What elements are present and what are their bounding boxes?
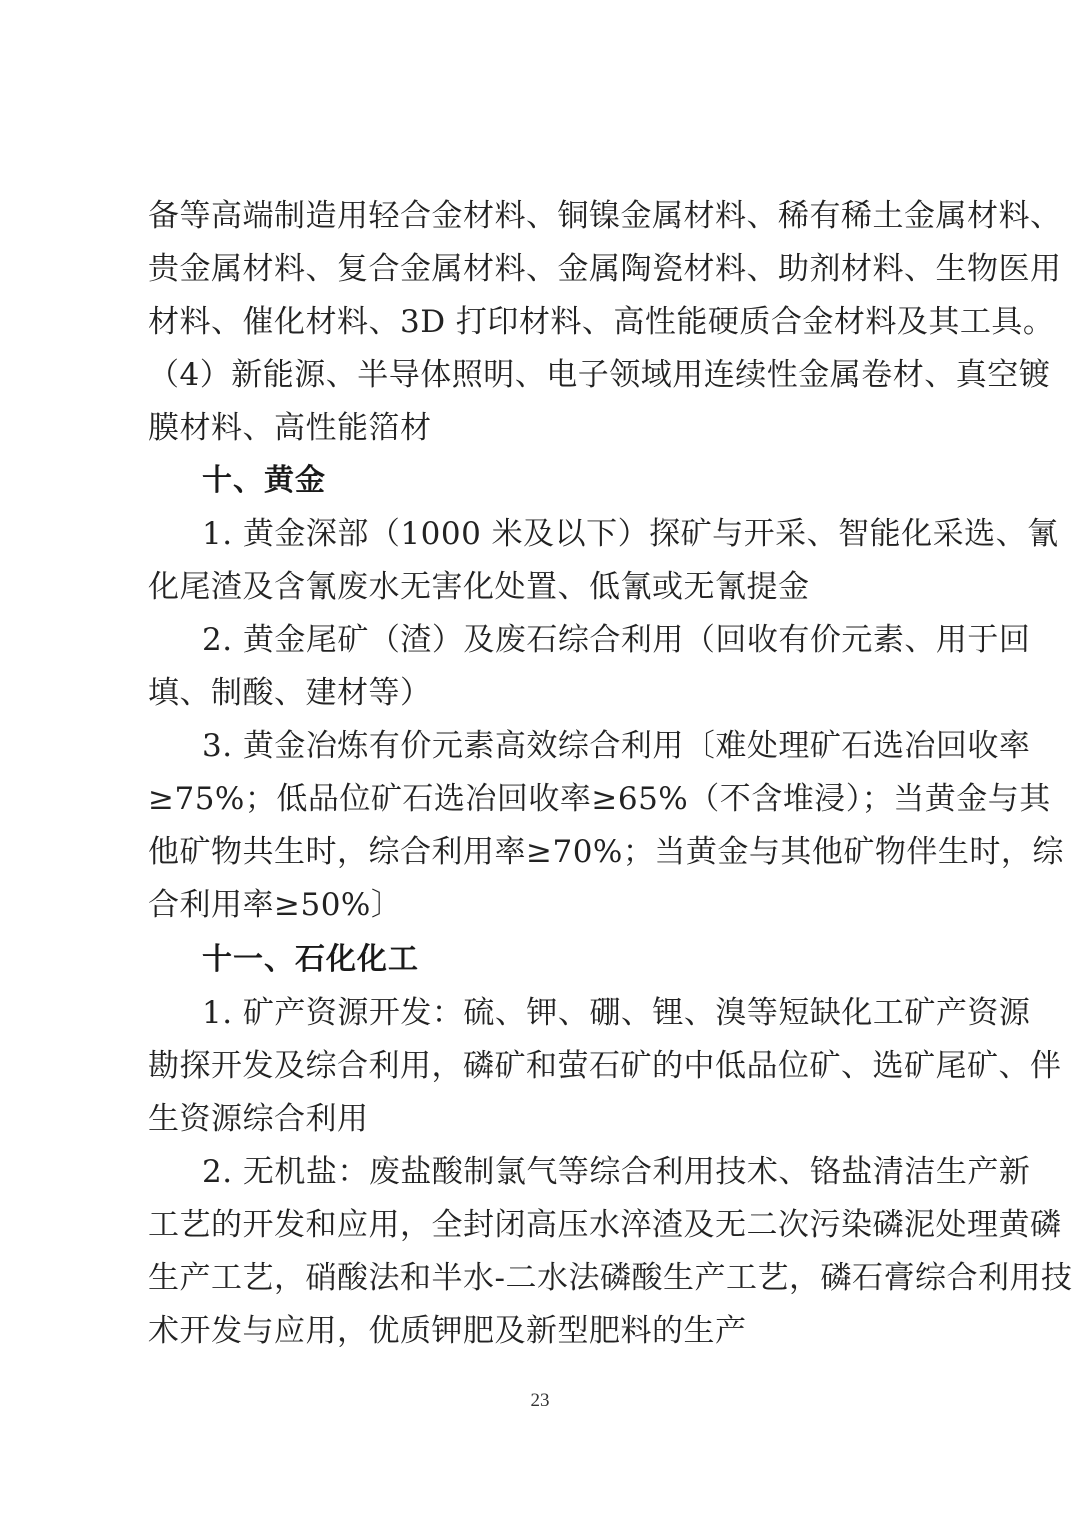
paragraph-line: 合利用率≥50%〕 xyxy=(148,887,403,923)
paragraph-line: 填、制酸、建材等） xyxy=(148,675,432,711)
paragraph-line: 2. 无机盐：废盐酸制氯气等综合利用技术、铬盐清洁生产新 xyxy=(202,1154,1031,1190)
paragraph-line: ≥75%；低品位矿石选冶回收率≥65%（不含堆浸）；当黄金与其 xyxy=(148,781,1051,817)
paragraph-line: 3. 黄金冶炼有价元素高效综合利用〔难处理矿石选冶回收率 xyxy=(202,728,1031,764)
paragraph-line: 勘探开发及综合利用，磷矿和萤石矿的中低品位矿、选矿尾矿、伴 xyxy=(148,1048,1062,1084)
paragraph-line: 膜材料、高性能箔材 xyxy=(148,410,432,446)
paragraph-line: 贵金属材料、复合金属材料、金属陶瓷材料、助剂材料、生物医用 xyxy=(148,251,1062,287)
paragraph-line: （4）新能源、半导体照明、电子领域用连续性金属卷材、真空镀 xyxy=(148,357,1051,393)
paragraph-line: 生产工艺，硝酸法和半水-二水法磷酸生产工艺，磷石膏综合利用技 xyxy=(148,1260,1073,1296)
section-heading-petrochemical: 十一、石化化工 xyxy=(202,942,419,977)
paragraph-line: 他矿物共生时，综合利用率≥70%；当黄金与其他矿物伴生时，综 xyxy=(148,834,1064,870)
page-number: 23 xyxy=(530,1390,550,1411)
paragraph-line: 生资源综合利用 xyxy=(148,1101,369,1137)
paragraph-line: 1. 黄金深部（1000 米及以下）探矿与开采、智能化采选、氰 xyxy=(202,516,1059,552)
paragraph-line: 工艺的开发和应用，全封闭高压水淬渣及无二次污染磷泥处理黄磷 xyxy=(148,1207,1062,1243)
paragraph-line: 材料、催化材料、3D 打印材料、高性能硬质合金材料及其工具。 xyxy=(148,304,1055,340)
paragraph-line: 1. 矿产资源开发：硫、钾、硼、锂、溴等短缺化工矿产资源 xyxy=(202,995,1031,1031)
paragraph-line: 备等高端制造用轻合金材料、铜镍金属材料、稀有稀土金属材料、 xyxy=(148,198,1062,234)
paragraph-line: 术开发与应用，优质钾肥及新型肥料的生产 xyxy=(148,1313,747,1349)
paragraph-line: 2. 黄金尾矿（渣）及废石综合利用（回收有价元素、用于回 xyxy=(202,622,1031,658)
section-heading-gold: 十、黄金 xyxy=(202,463,326,498)
paragraph-line: 化尾渣及含氰废水无害化处置、低氰或无氰提金 xyxy=(148,569,810,605)
